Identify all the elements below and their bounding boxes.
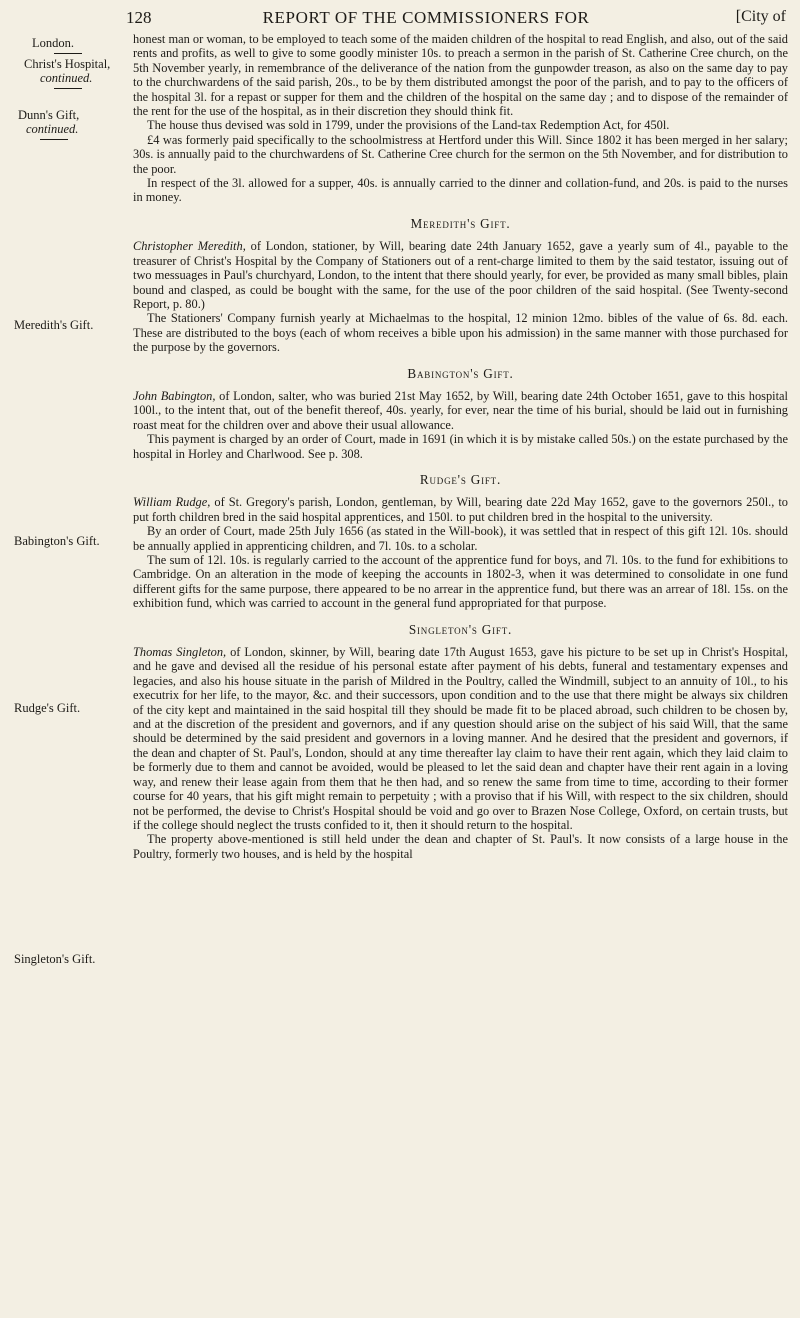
person-name: William Rudge,: [133, 495, 211, 510]
paragraph: This payment is charged by an order of Court, made in 1691 (in which it is by mistake called 50s.) on the estate purchased by the hospital in Horley and Charlwood. See p. 308.: [133, 432, 788, 461]
paragraph: In respect of the 3l. allowed for a supper, 40s. is annually carried to the dinner and collation-fund, and 20s. is paid to the nurses in money.: [133, 176, 788, 205]
margin-rule: [54, 88, 82, 89]
margin-christs: Christ's Hospital,: [24, 57, 111, 71]
section-heading-meredith: Meredith's Gift.: [410, 215, 511, 231]
margin-babington: Babington's Gift.: [14, 534, 100, 548]
margin-rudge: Rudge's Gift.: [14, 701, 81, 715]
paragraph: The Stationers' Company furnish yearly at Michaelmas to the hospital, 12 minion 12mo. bibles of the value of 6s. 8d. each. These are distributed to the boys (each of whom receives a bible upon his admission) in the same manner with those purchased for the purpose by the governors.: [133, 311, 788, 355]
paragraph: The house thus devised was sold in 1799, under the provisions of the Land-tax Redemption Act, for 450l.: [147, 118, 670, 133]
paragraph: £4 was formerly paid specifically to the schoolmistress at Hertford under this Will. Since 1802 it has been merged in her salary; 30s. is annually paid to the churchwardens of St. Catherine Cree church for the sermon on the 5th November, and for distribution to the poor.: [133, 132, 788, 176]
margin-meredith: Meredith's Gift.: [14, 318, 94, 332]
paragraph: The sum of 12l. 10s. is regularly carried to the account of the apprentice fund for boys, and 7l. 10s. to the fund for exhibitions to Cambridge. On an alteration in the mode of keeping the accounts in 1802-3, when it was determined to consolidate in one fund different gifts for the same purpose, there appeared to be no arrear in the apprentice fund, but there was an arrear of 18l. 15s. on the exhibition fund, which was carried to account in the general fund appropriated for that purpose.: [133, 553, 788, 611]
paragraph: honest man or woman, to be employed to teach some of the maiden children of the hospital to read English, and also, out of the said rents and profits, as well to give to some goodly minister 10s. to preach a sermon in the parish of St. Catherine Cree church, on the 5th November yearly, in remembrance of the deliverance of the nation from the gunpowder treason, as also on the same day to pay to the churchwardens of the said parish, 20s., to be by them distributed amongst the poor of the parish, and to pay to the officers of the hospital 3l. for a repast or supper for them and the children of the hospital on the same day ; and to dispose of the remainder of the rent for the use of the hospital, as in their discretion they should think fit.: [133, 32, 788, 119]
header-right: [City of: [735, 8, 786, 25]
margin-note-singleton: [14, 952, 124, 966]
header-title: REPORT OF THE COMMISSIONERS FOR: [262, 8, 590, 27]
person-name: John Babington,: [133, 388, 216, 403]
section-heading-singleton: Singleton's Gift.: [408, 621, 513, 637]
page-number: 128: [126, 8, 152, 27]
margin-rule: [54, 53, 82, 54]
margin-london: London.: [32, 36, 75, 50]
section-heading-rudge: Rudge's Gift.: [419, 471, 502, 487]
running-header: [126, 8, 786, 32]
margin-dunn: Dunn's Gift,: [18, 108, 80, 122]
section-heading-babington: Babington's Gift.: [407, 365, 514, 381]
paragraph: of London, skinner, by Will, bearing date 17th August 1653, gave his picture to be set up in Christ's Hospital, and he gave and devised all the residue of his personal estate after payment of his debts, funeral and testamentary expenses and legacies, and also his house situate in the parish of Mildred in the Poultry, called the Windmill, subject to an annuity of 10l., to his executrix for her life, to the mayor, &c. and their successors, upon condition and to the use that there might be always six children of the city kept and maintained in the said hospital till they should be made fit to be placed abroad, such children to be chosen by, and at the discretion of the president and governors, and if any question should arise on the subject of his said Will, that the same should be determined by the said president and governors in a loving manner. And he desired that the president and governors, if the dean and chapter of St. Paul's, London, should at any time thereafter lay claim to have their rent again, which they laid claim to be formerly due to them and cannot be avoided, would be pleased to let the said dean and chapter have their rent again in a loving way, and renew their lease again from them that he then had, and so renew the same from time to time, according to their former course for 40 years, that his gift might remain to perpetuity ; with a proviso that if his Will, with respect to the six children, should not be performed, the devise to Christ's Hospital should be void and go over to Brazen Nose College, Oxford, on certain trusts, but if the college should neglect the trusts confided to it, then it should return to the hospital.: [133, 645, 789, 832]
paragraph: of London, salter, who was buried 21st May 1652, by Will, bearing date 24th October 1651, gave to this hospital 100l., to the intent that, out of the benefit thereof, 40s. yearly, for ever, near the time of his burial, should be laid out in furnishing roast meat for the children over and above their usual allowance.: [133, 388, 788, 432]
main-text: [133, 32, 788, 861]
paragraph: of London, stationer, by Will, bearing date 24th January 1652, gave a yearly sum of 4l., payable to the treasurer of Christ's Hospital by the Company of Stationers out of a rent-charge limited to them by the said testator, issuing out of two messuages in Paul's churchyard, London, to the intent that there should yearly, for ever, be provided as many small bibles, plain bound and clasped, as could be bought with the same, for the use of the poor children of the said hospital. (See Twenty-second Report, p. 80.): [133, 239, 788, 311]
margin-singleton: Singleton's Gift.: [14, 952, 96, 966]
margin-dunn-continued: continued.: [26, 122, 79, 136]
paragraph: The property above-mentioned is still held under the dean and chapter of St. Paul's. It now consists of a large house in the Poultry, formerly two houses, and is held by the hospital: [133, 832, 788, 861]
margin-note-babington: [14, 534, 124, 548]
margin-rule: [40, 139, 68, 140]
paragraph: of St. Gregory's parish, London, gentleman, by Will, bearing date 22d May 1652, gave to the governors 250l., to put forth children bred in the said hospital apprentices, and 150l. to put children bred in the hospital to the university.: [133, 495, 788, 524]
paragraph: By an order of Court, made 25th July 1656 (as stated in the Will-book), it was settled that in respect of this gift 12l. 10s. should be annually applied in apprenticing children, and 7l. 10s. to a scholar.: [133, 524, 788, 553]
person-name: Christopher Meredith,: [133, 239, 246, 254]
margin-note-dunn: [18, 108, 128, 143]
margin-note-meredith: [14, 318, 124, 332]
margin-note-london: [24, 36, 142, 92]
person-name: Thomas Singleton,: [133, 645, 227, 660]
margin-note-rudge: [14, 701, 124, 715]
margin-christs-continued: continued.: [40, 71, 93, 85]
